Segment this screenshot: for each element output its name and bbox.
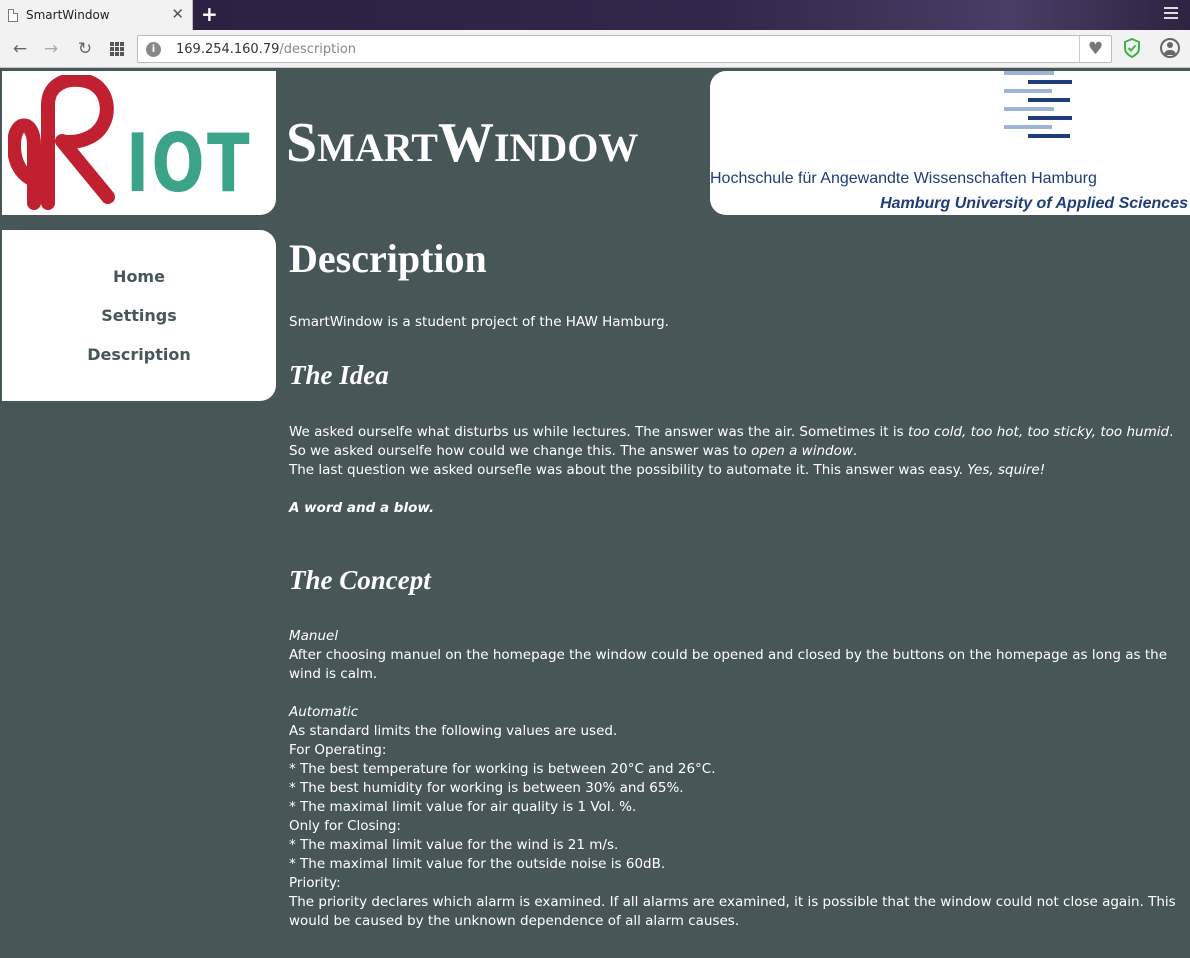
concept-line: * The maximal limit value for the outside noise is 60dB.: [289, 856, 666, 872]
haw-logo[interactable]: [710, 71, 1190, 215]
concept-line: * The best humidity for working is between 30% and 65%.: [289, 780, 684, 796]
site-title: [286, 113, 638, 187]
haw-lines-icon: [1004, 71, 1074, 141]
title-initial-w: W: [437, 112, 494, 174]
url-text[interactable]: [176, 42, 356, 57]
browser-tab-strip: [0, 0, 1190, 30]
title-part-indow: INDOW: [493, 125, 639, 170]
concept-line: Priority:: [289, 875, 341, 891]
idea-line-3: The last question we asked oursefle was about the possibility to automate it. This answer was easy. Yes, squire!: [289, 462, 1046, 478]
manual-text: After choosing manuel on the homepage the window could be opened and closed by the buttons on the homepage as long as the wind is calm.: [289, 647, 1168, 682]
concept-line: * The best temperature for working is between 20°C and 26°C.: [289, 761, 716, 777]
riot-logo[interactable]: [2, 71, 276, 215]
haw-name-english: Hamburg University of Applied Sciences: [880, 195, 1188, 212]
title-part-mart: MART: [317, 125, 438, 170]
address-bar[interactable]: [137, 35, 1112, 63]
priority-text: The priority declares which alarm is examined. If all alarms are examined, it is possible that the window could not close again. This would be caused by the unknown dependence of all alarm causes.: [289, 894, 1176, 929]
concept-heading: The Concept: [289, 565, 431, 595]
riot-r-icon: [8, 75, 128, 211]
site-info-icon[interactable]: i: [146, 42, 161, 57]
sidebar-item-home[interactable]: Home: [113, 267, 165, 286]
concept-line: As standard limits the following values are used.: [289, 723, 618, 739]
browser-toolbar: [0, 30, 1190, 68]
sidebar-item-description[interactable]: Description: [87, 345, 191, 364]
tab-menu-icon[interactable]: [1164, 7, 1178, 21]
concept-line: * The maximal limit value for air quality is 1 Vol. %.: [289, 799, 637, 815]
page: [0, 69, 1190, 958]
manual-title: Manuel: [289, 628, 339, 644]
automatic-title: Automatic: [289, 704, 359, 720]
intro-text: SmartWindow is a student project of the HAW Hamburg.: [289, 314, 669, 330]
title-initial-s: S: [286, 112, 318, 174]
url-host: 169.254.160.79: [176, 42, 280, 57]
apps-grid-icon[interactable]: [110, 42, 124, 56]
tab-title: SmartWindow: [26, 8, 110, 22]
reload-icon[interactable]: ↻: [77, 39, 93, 59]
idea-heading: The Idea: [289, 360, 389, 390]
page-title: Description: [289, 236, 487, 281]
browser-tab[interactable]: [0, 0, 193, 30]
concept-line: * The maximal limit value for the wind is 21 m/s.: [289, 837, 619, 853]
concept-line: For Operating:: [289, 742, 387, 758]
haw-name-german: Hochschule für Angewandte Wissenschaften Hamburg: [710, 170, 1097, 187]
idea-line-1: We asked ourselfe what disturbs us while lectures. The answer was the air. Sometimes it is too cold, too hot, too sticky, too humid.: [289, 424, 1174, 440]
heart-icon[interactable]: ♥: [1079, 36, 1111, 62]
close-tab-icon[interactable]: ✕: [171, 5, 184, 23]
sidebar-nav: [2, 230, 276, 401]
riot-logo-text: IOT: [126, 117, 252, 210]
page-icon: [8, 9, 18, 22]
back-arrow-icon[interactable]: ←: [12, 39, 28, 59]
idea-motto: A word and a blow.: [289, 500, 435, 516]
sidebar-item-settings[interactable]: Settings: [101, 306, 177, 325]
url-path: /description: [279, 42, 357, 57]
idea-line-2: So we asked ourselfe how could we change this. The answer was to open a window.: [289, 443, 858, 459]
concept-line: Only for Closing:: [289, 818, 401, 834]
forward-arrow-icon[interactable]: →: [43, 39, 59, 59]
shield-icon[interactable]: [1122, 38, 1142, 60]
new-tab-button[interactable]: +: [201, 2, 218, 26]
profile-icon[interactable]: [1160, 38, 1180, 58]
